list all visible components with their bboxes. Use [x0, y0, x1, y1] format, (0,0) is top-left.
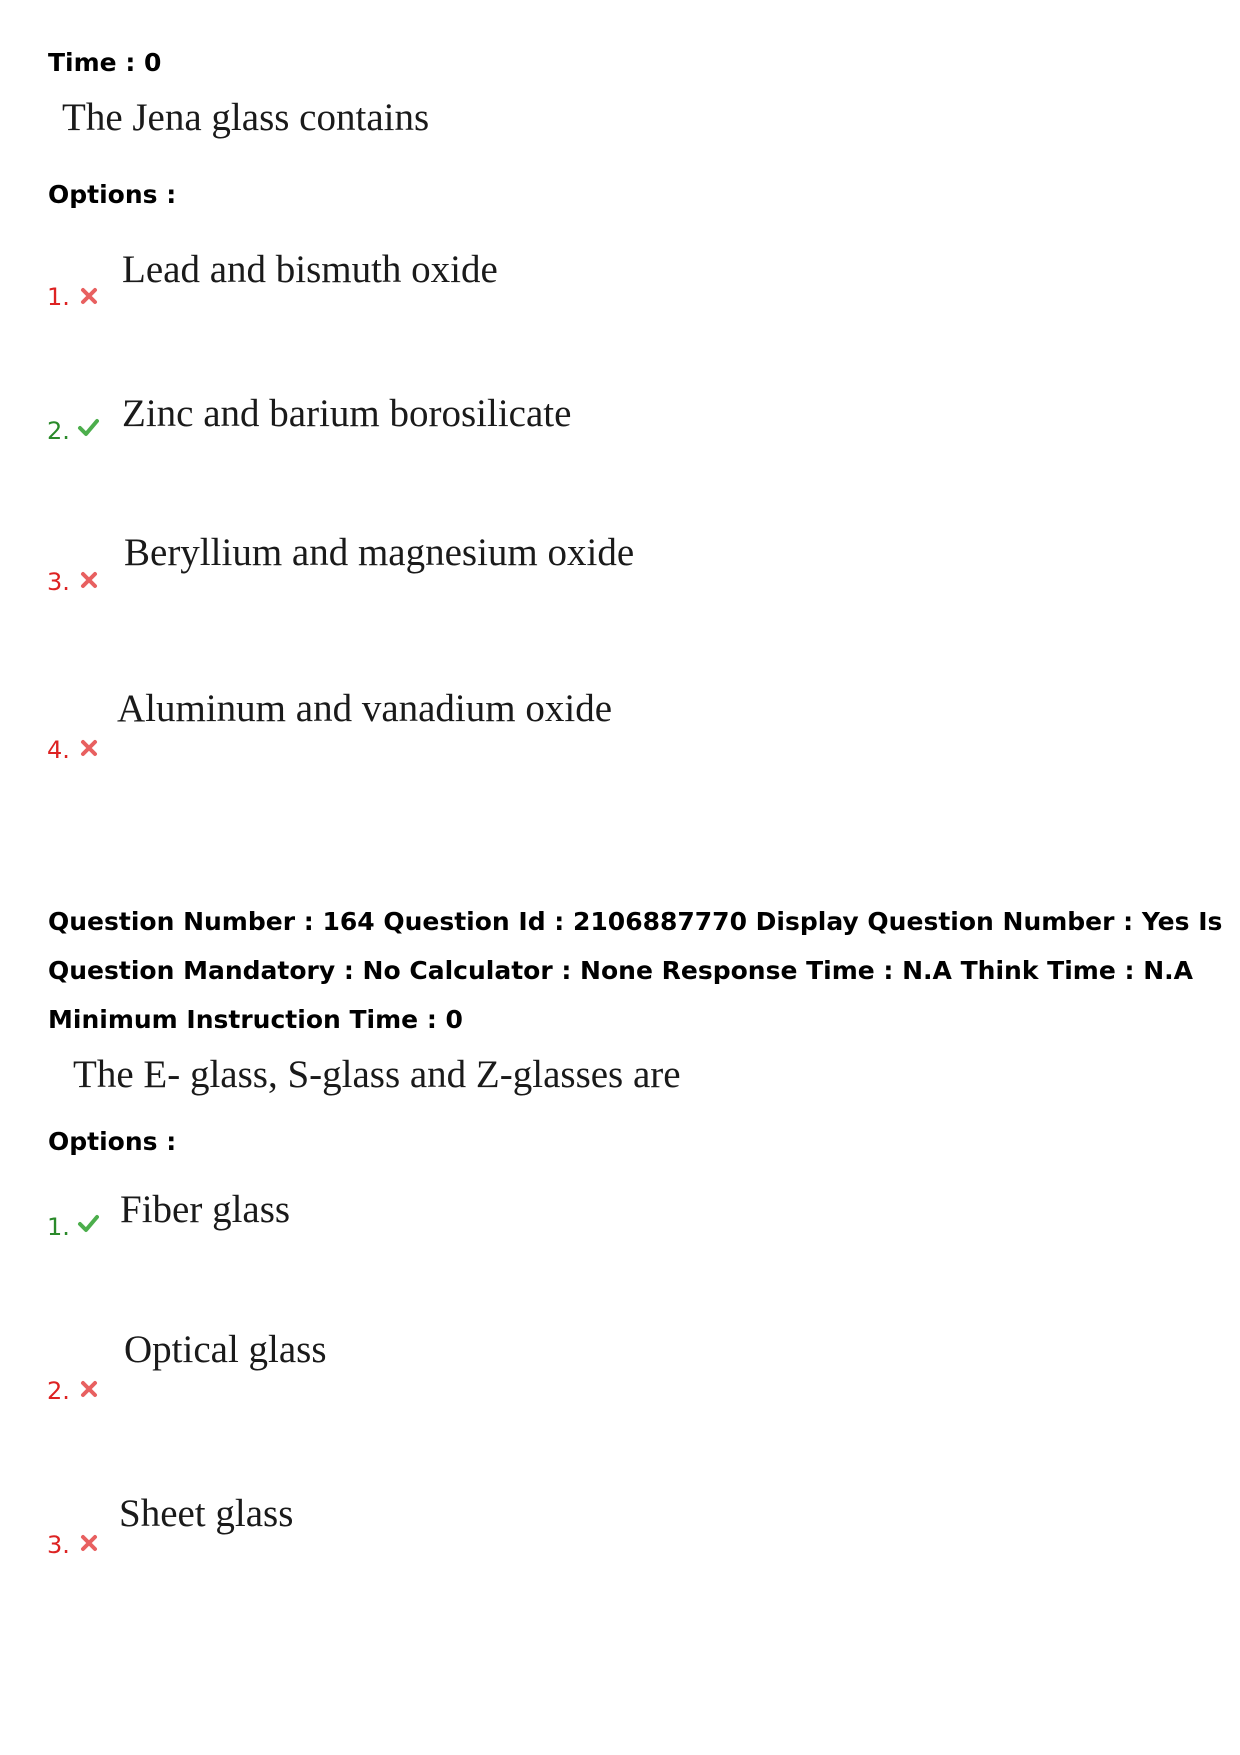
cross-icon — [78, 737, 100, 759]
question-text: The E- glass, S-glass and Z-glasses are — [73, 1053, 681, 1096]
option-text: Optical glass — [124, 1328, 327, 1371]
cross-icon — [78, 1532, 100, 1554]
option-number: 3. — [47, 568, 70, 596]
checkmark-icon — [77, 1213, 99, 1235]
option-text: Sheet glass — [119, 1492, 294, 1535]
option-number: 4. — [47, 736, 70, 764]
option-number: 1. — [47, 283, 70, 311]
checkmark-icon — [77, 417, 99, 439]
option-number: 2. — [47, 1377, 70, 1405]
question-meta: Question Number : 164 Question Id : 2106887770 Display Question Number : Yes Is Question Mandatory : No Calculator : None Response Time : N.A Think Time : N.A Minimum Instruction Time : 0 — [48, 907, 1223, 1034]
option-text: Aluminum and vanadium oxide — [117, 687, 613, 730]
cross-icon — [78, 569, 100, 591]
options-label: Options : — [48, 1127, 177, 1156]
option-text: Zinc and barium borosilicate — [122, 392, 572, 435]
option-number: 3. — [47, 1531, 70, 1559]
option-text: Lead and bismuth oxide — [122, 248, 498, 291]
cross-icon — [78, 1378, 100, 1400]
question-text: The Jena glass contains — [62, 96, 430, 139]
cross-icon — [78, 285, 100, 307]
option-text: Fiber glass — [120, 1188, 291, 1231]
time-label: Time : 0 — [48, 48, 162, 77]
options-label: Options : — [48, 180, 177, 209]
option-text: Beryllium and magnesium oxide — [124, 531, 635, 574]
option-number: 2. — [47, 417, 70, 445]
option-number: 1. — [47, 1213, 70, 1241]
